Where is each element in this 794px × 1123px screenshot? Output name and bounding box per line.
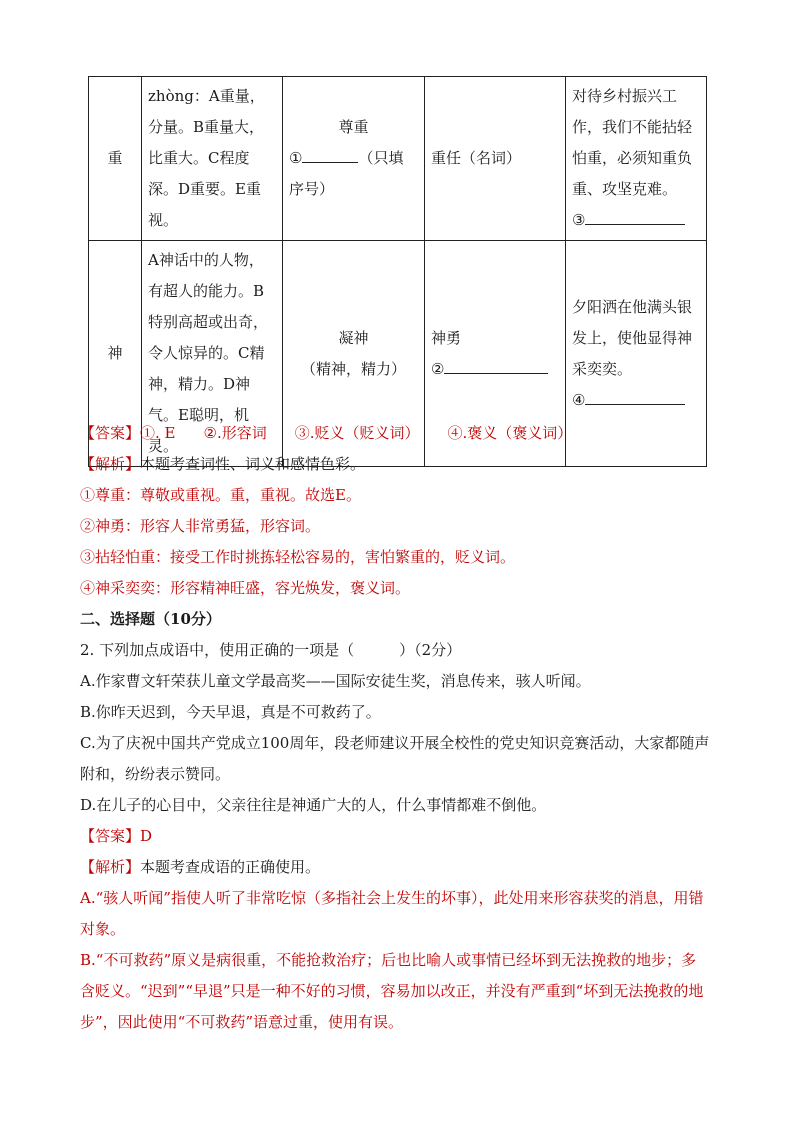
word-note: （精神，精力）	[300, 359, 406, 378]
section-title: 二、选择题（10分）	[80, 610, 221, 628]
option-c: C.为了庆祝中国共产党成立100周年，段老师建议开展全校性的党史知识竞赛活动，大家都随声附和，纷纷表示赞同。	[80, 734, 710, 783]
table-cell-sentence: 夕阳洒在他满头银发上，使他显得神采奕奕。 ④	[566, 241, 707, 467]
vocabulary-table	[88, 76, 707, 467]
word-title: 尊重	[338, 118, 369, 136]
table-cell-meanings: zhòng：A重量，分量。B重量大，比重大。C程度深。D重要。E重视。	[142, 77, 283, 241]
option-b: B.你昨天迟到，今天早退，真是不可救药了。	[80, 703, 381, 721]
analysis-point: ②神勇：形容人非常勇猛，形容词。	[80, 517, 321, 535]
fill-blank-3: ③	[572, 205, 700, 236]
word-title: 凝神	[338, 328, 369, 347]
analysis-option-b: B.“不可救药”原义是病很重，不能抢救治疗；后也比喻人或事情已经坏到无法挽救的地步；多含贬义。“迟到”“早退”只是一种不好的习惯，容易加以改正，并没有严重到“坏到无法挽救的地步”，因此使用“不可救药”语意过重，使用有误。	[80, 951, 704, 1031]
fill-blank-2: ②	[431, 354, 559, 385]
question-stem: 2. 下列加点成语中，使用正确的一项是（ ）（2分）	[80, 641, 462, 659]
table-cell-word1	[283, 77, 425, 241]
analysis-option-a: A.“骇人听闻”指使人听了非常吃惊（多指社会上发生的坏事），此处用来形容获奖的消息，用错对象。	[80, 889, 704, 938]
analysis-point: ①尊重：尊敬或重视。重，重视。故选E。	[80, 486, 361, 504]
table-cell-sentence: 对待乡村振兴工作，我们不能拈轻怕重，必须知重负重、攻坚克难。 ③	[566, 77, 707, 241]
answer-2: 【答案】D	[80, 827, 153, 845]
table-cell-word2: 重任（名词）	[425, 77, 566, 241]
blank-note: （只填序号）	[289, 149, 404, 198]
table-cell-char: 神	[89, 241, 142, 467]
fill-blank-4: ④	[572, 385, 700, 416]
analysis-1: 【解析】本题考查词性、词义和感情色彩。	[80, 455, 366, 473]
option-a: A.作家曹文轩荣获儿童文学最高奖——国际安徒生奖，消息传来，骇人听闻。	[80, 672, 591, 690]
answer-1: 【答案】①. E ②.形容词 ③.贬义（贬义词） ④.褒义（褒义词）	[80, 424, 573, 442]
analysis-point: ③拈轻怕重：接受工作时挑拣轻松容易的，害怕繁重的，贬义词。	[80, 548, 516, 566]
table-cell-meanings: A神话中的人物，有超人的能力。B特别高超或出奇，令人惊异的。C精神，精力。D神气。E聪明，机灵。	[142, 241, 283, 467]
table-cell-word2: 神勇 ②	[425, 241, 566, 467]
analysis-2: 【解析】本题考查成语的正确使用。	[80, 858, 321, 876]
analysis-point: ④神采奕奕：形容精神旺盛，容光焕发，褒义词。	[80, 579, 411, 597]
fill-blank-1: ① （只填序号）	[289, 143, 418, 205]
content-body	[80, 418, 710, 1038]
table-row	[89, 77, 707, 241]
table-cell-char: 重	[89, 77, 142, 241]
option-d: D.在儿子的心目中，父亲往往是神通广大的人，什么事情都难不倒他。	[80, 796, 547, 814]
